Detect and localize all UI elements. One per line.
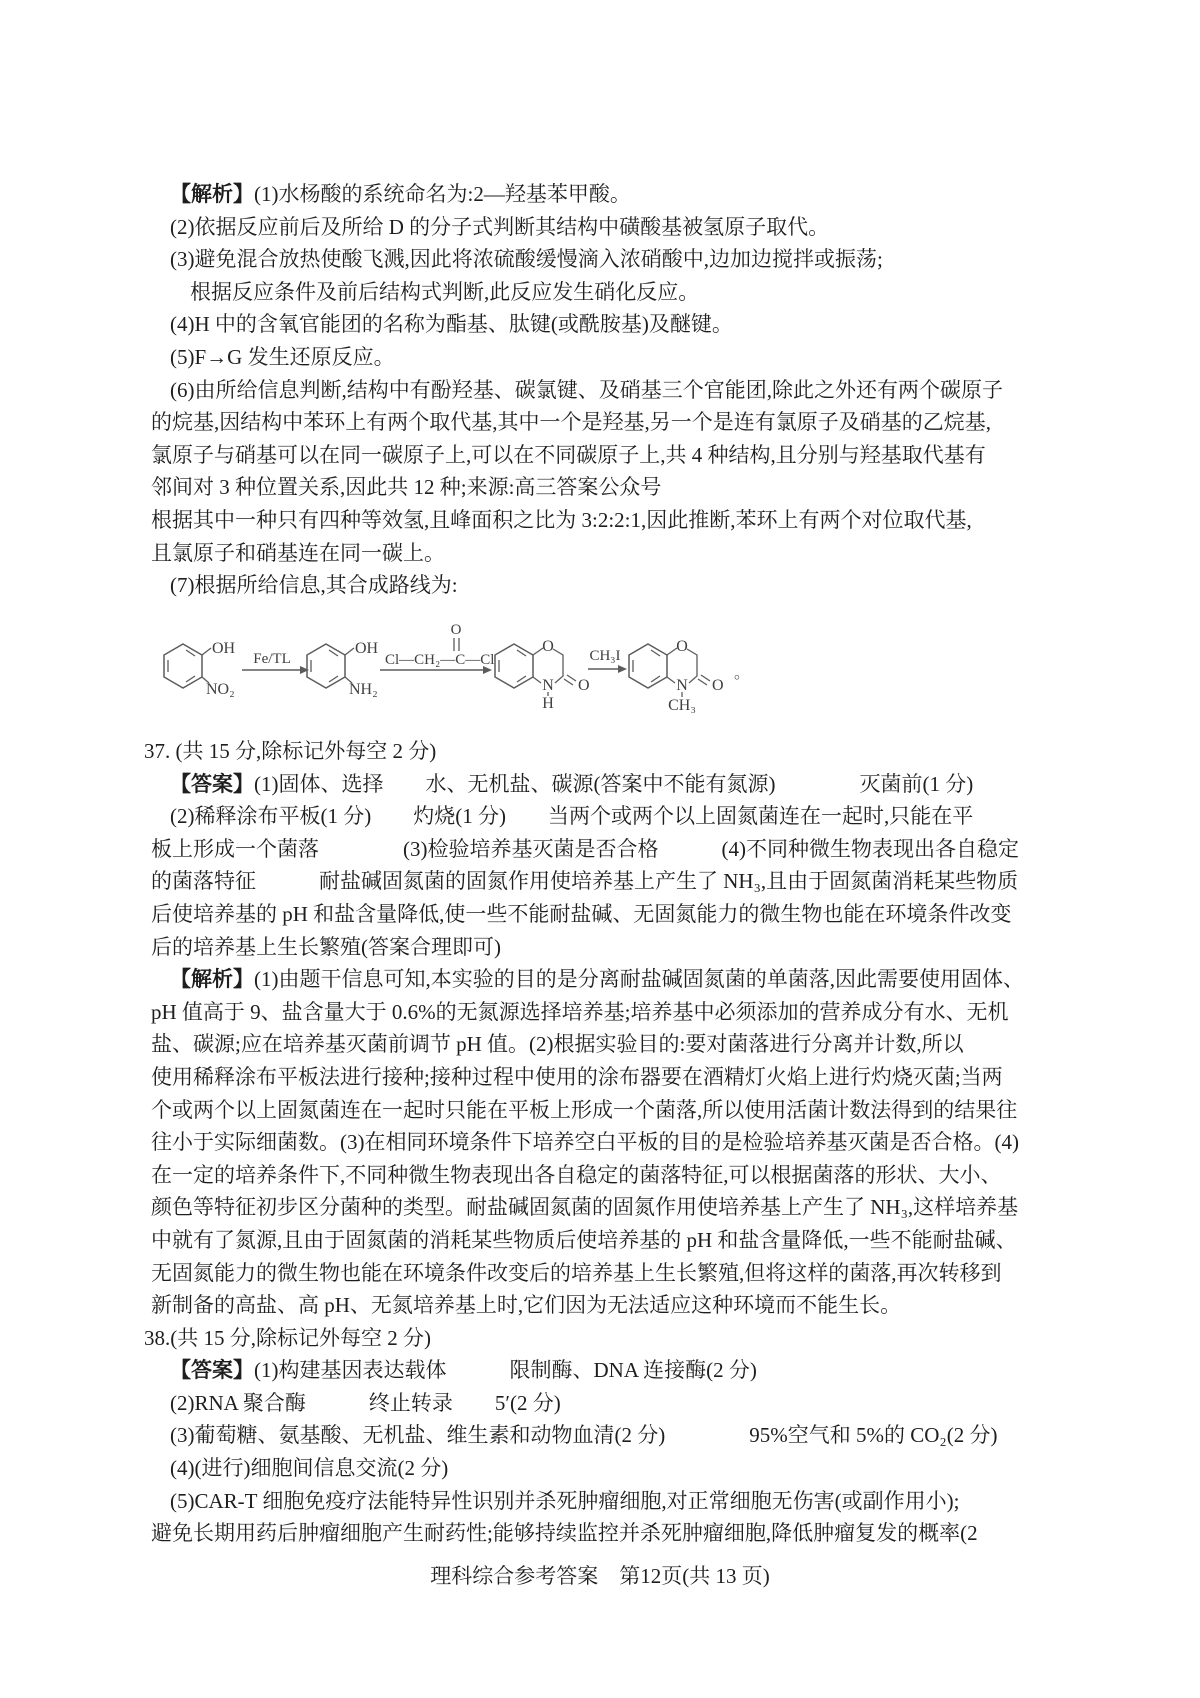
q37-q38-section <box>0 735 1200 1550</box>
page-footer: 理科综合参考答案 第12页(共 13 页) <box>430 1564 770 1588</box>
structure-n-methyl-benzoxazinone <box>629 638 724 714</box>
text-line: (5)F→G 发生还原反应。 <box>170 344 395 369</box>
structure-benzoxazinone <box>495 638 590 712</box>
text-line: 颜色等特征初步区分菌种的类型。耐盐碱固氮菌的固氮作用使培养基上产生了 NH₃,这样培养基 <box>151 1195 1019 1220</box>
synthesis-route-scheme <box>140 610 800 720</box>
text-line: 37. (共 15 分,除标记外每空 2 分) <box>144 739 437 763</box>
text-line: (2)稀释涂布平板(1 分) 灼烧(1 分) 当两个或两个以上固氮菌连在一起时,只能在平 <box>170 804 974 829</box>
hydroxyl-label: OH <box>212 640 236 657</box>
ring-nitrogen-label: N <box>542 677 554 694</box>
step3-reagent-label: CH₃I <box>589 648 621 664</box>
step1-reagent-label: Fe/TL <box>253 651 291 667</box>
text-line: 后使培养基的 pH 和盐含量降低,使一些不能耐盐碱、无固氮能力的微生物也能在环境条件改变 <box>151 901 1012 926</box>
text-line: 往小于实际细菌数。(3)在相同环境条件下培养空白平板的目的是检验培养基灭菌是否合格。(4) <box>151 1130 1019 1155</box>
text-line: 盐、碳源;应在培养基灭菌前调节 pH 值。(2)根据实验目的:要对菌落进行分离并计数,所以 <box>151 1032 964 1057</box>
text-line: 的菌落特征 耐盐碱固氮菌的固氮作用使培养基上产生了 NH₃,且由于固氮菌消耗某些物质 <box>151 869 1019 894</box>
text-line: 后的培养基上生长繁殖(答案合理即可) <box>151 934 501 959</box>
text-line: 的烷基,因结构中苯环上有两个取代基,其中一个是羟基,另一个是连有氯原子及硝基的乙烷基, <box>151 410 991 435</box>
text-line: (3)葡萄糖、氨基酸、无机盐、维生素和动物血清(2 分) 95%空气和 5%的 CO₂(2 分) <box>170 1423 998 1448</box>
step2-reagent-formula: Cl—CH₂—C—Cl <box>385 652 495 668</box>
nh-hydrogen-label: H <box>542 695 554 712</box>
text-line: 新制备的高盐、高 pH、无氮培养基上时,它们因为无法适应这种环境而不能生长。 <box>151 1293 902 1318</box>
text-line: 【解析】(1)水杨酸的系统命名为:2—羟基苯甲酸。 <box>170 182 631 206</box>
carbonyl-oxygen-label: O <box>578 677 590 694</box>
amino-label: NH₂ <box>349 681 378 698</box>
structure-2-aminophenol <box>307 640 379 698</box>
text-line: 板上形成一个菌落 (3)检验培养基灭菌是否合格 (4)不同种微生物表现出各自稳定 <box>151 836 1019 861</box>
text-line: 根据其中一种只有四种等效氢,且峰面积之比为 3:2:2:1,因此推断,苯环上有两个对位取代基, <box>151 507 972 532</box>
hydroxyl-label: OH <box>355 640 379 657</box>
text-line: (3)避免混合放热使酸飞溅,因此将浓硫酸缓慢滴入浓硝酸中,边加边搅拌或振荡; <box>170 247 883 272</box>
structure-2-nitrophenol <box>164 640 236 698</box>
sentence-period: 。 <box>734 665 751 682</box>
ring-nitrogen-label: N <box>676 677 688 694</box>
text-line: 38.(共 15 分,除标记外每空 2 分) <box>144 1325 431 1350</box>
text-line: pH 值高于 9、盐含量大于 0.6%的无氮源选择培养基;培养基中必须添加的营养成分有水、无机 <box>151 999 1009 1024</box>
text-line: 【答案】(1)固体、选择 水、无机盐、碳源(答案中不能有氮源) 灭菌前(1 分) <box>170 771 974 796</box>
text-line: (6)由所给信息判断,结构中有酚羟基、碳氯键、及硝基三个官能团,除此之外还有两个碳原子 <box>170 377 1003 402</box>
text-line: 使用稀释涂布平板法进行接种;接种过程中使用的涂布器要在酒精灯火焰上进行灼烧灭菌;当两 <box>151 1064 1003 1089</box>
text-line: 避免长期用药后肿瘤细胞产生耐药性;能够持续监控并杀死肿瘤细胞,降低肿瘤复发的概率(2 <box>151 1521 978 1546</box>
text-line: 根据反应条件及前后结构式判断,此反应发生硝化反应。 <box>190 279 700 304</box>
text-line: (5)CAR-T 细胞免疫疗法能特异性识别并杀死肿瘤细胞,对正常细胞无伤害(或副作用小); <box>170 1488 960 1513</box>
analysis-label: 【解析】 <box>170 182 254 206</box>
text-line: (2)依据反应前后及所给 D 的分子式判断其结构中磺酸基被氢原子取代。 <box>170 214 830 239</box>
text-line: (4)(进行)细胞间信息交流(2 分) <box>170 1456 449 1481</box>
text-line: 且氯原子和硝基连在同一碳上。 <box>151 540 445 565</box>
text-line: (7)根据所给信息,其合成路线为: <box>170 573 458 598</box>
text-line: 无固氮能力的微生物也能在环境条件改变后的培养基上生长繁殖,但将这样的菌落,再次转移到 <box>151 1260 1002 1285</box>
text-line: 在一定的培养条件下,不同种微生物表现出各自稳定的菌落特征,可以根据菌落的形状、大小、 <box>151 1162 1002 1187</box>
text-line: (4)H 中的含氧官能团的名称为酯基、肽键(或酰胺基)及醚键。 <box>170 312 733 337</box>
reaction-arrow-3 <box>588 648 627 673</box>
text-line: 氯原子与硝基可以在同一碳原子上,可以在不同碳原子上,共 4 种结构,且分别与羟基取代基有 <box>151 442 986 467</box>
q36-analysis-section <box>0 178 1200 602</box>
carbonyl-oxygen-label: O <box>712 677 724 694</box>
text-line: (2)RNA 聚合酶 终止转录 5′(2 分) <box>170 1390 561 1415</box>
answer-label: 【答案】 <box>170 771 254 796</box>
ring-oxygen-label: O <box>542 638 554 655</box>
n-methyl-label: CH₃ <box>668 697 696 714</box>
analysis-label: 【解析】 <box>170 967 254 992</box>
carbonyl-oxygen-label: O <box>450 622 462 638</box>
reaction-arrow-2 <box>380 622 494 674</box>
nitro-label: NO₂ <box>206 681 235 698</box>
text-line: 个或两个以上固氮菌连在一起时只能在平板上形成一个菌落,所以使用活菌计数法得到的结果往 <box>151 1097 1018 1122</box>
reaction-arrow-1 <box>242 651 309 674</box>
answer-label: 【答案】 <box>170 1358 254 1383</box>
text-line: 邻间对 3 种位置关系,因此共 12 种;来源:高三答案公众号 <box>151 475 662 500</box>
text-line: 【答案】(1)构建基因表达载体 限制酶、DNA 连接酶(2 分) <box>170 1358 757 1383</box>
ring-oxygen-label: O <box>676 638 688 655</box>
text-line: 【解析】(1)由题干信息可知,本实验的目的是分离耐盐碱固氮菌的单菌落,因此需要使用固体、 <box>170 967 1024 992</box>
text-line: 中就有了氮源,且由于固氮菌的消耗某些物质后使培养基的 pH 和盐含量降低,一些不能耐盐碱、 <box>151 1227 1017 1252</box>
